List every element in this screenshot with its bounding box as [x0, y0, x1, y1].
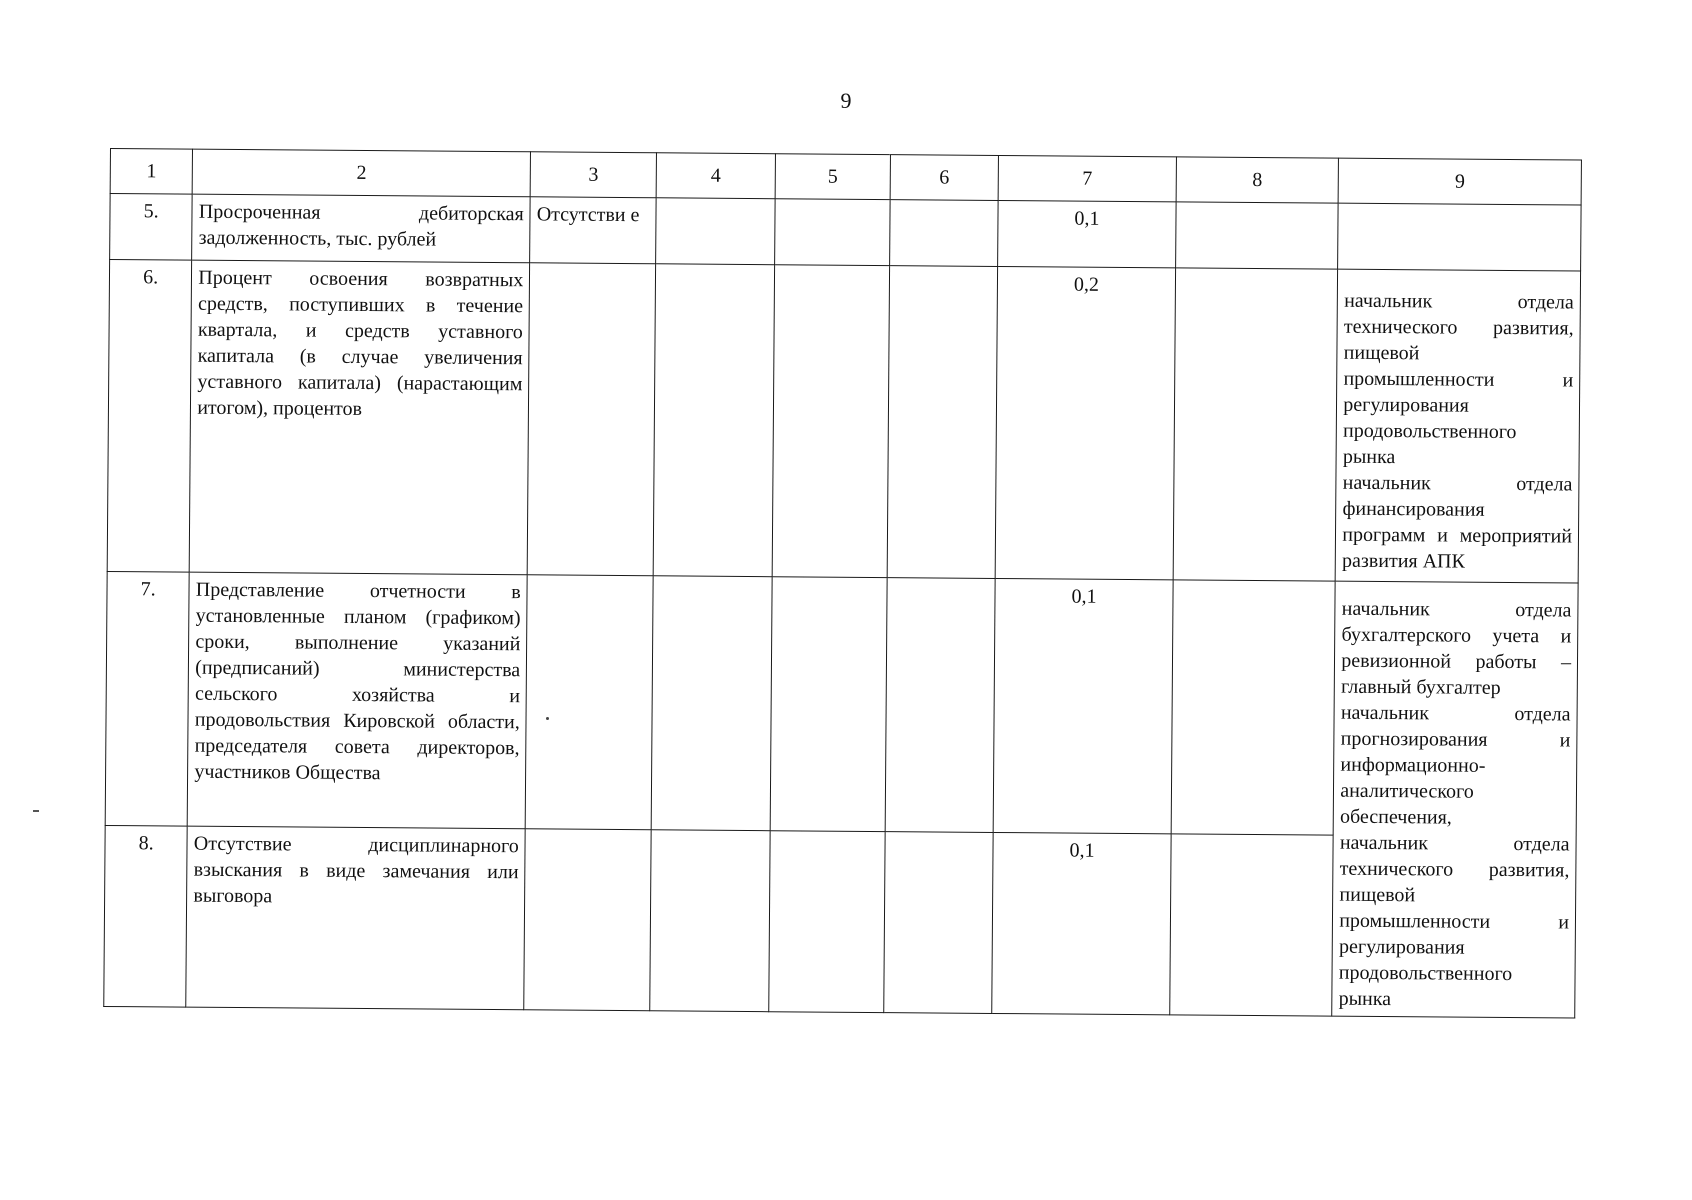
empty-cell [889, 200, 998, 267]
responsible-person: начальник отдела финансирования программ и мероприятий развития АПК [1341, 471, 1573, 573]
weight-cell: 0,1 [992, 832, 1171, 1015]
table-row [105, 571, 1578, 836]
header-cell: 8 [1176, 157, 1339, 203]
empty-cell [653, 264, 775, 577]
empty-cell [1338, 203, 1581, 271]
header-cell: 1 [110, 149, 193, 195]
header-cell: 9 [1338, 158, 1581, 205]
row-number: 5. [110, 194, 193, 261]
empty-cell [1171, 580, 1335, 835]
header-cell: 5 [775, 154, 890, 200]
responsible-cell [1332, 581, 1578, 1018]
empty-cell [656, 198, 776, 265]
indicator-cell: Представление отчетности в установленные планом (графиком) сроки, выполнение указаний (предписаний) министерства сельского хозяйства и продовольствия Кировской области, председателя совета директоров, участников Общества [187, 572, 527, 828]
empty-cell [650, 829, 771, 1011]
col3-cell [527, 263, 655, 576]
col3-cell: Отсутстви е [530, 197, 656, 264]
weight-cell: 0,2 [995, 266, 1175, 579]
empty-cell [769, 830, 885, 1012]
indicator-cell: Отсутствие дисциплинарного взыскания в виде замечания или выговора [186, 826, 525, 1010]
weight-cell: 0,1 [998, 200, 1176, 267]
row-number: 7. [105, 571, 189, 825]
empty-cell [772, 265, 889, 578]
empty-cell [651, 576, 772, 831]
empty-cell [1175, 202, 1338, 269]
table-row [107, 260, 1580, 584]
indicators-table [103, 148, 1582, 1019]
header-cell: 7 [998, 155, 1176, 201]
row-number: 8. [104, 825, 188, 1007]
empty-cell [1170, 833, 1334, 1016]
indicator-cell: Просроченная дебиторская задолженность, тыс. рублей [192, 194, 530, 263]
responsible-person: начальник отдела бухгалтерского учета и ревизионной работы – главный бухгалтер [1341, 597, 1572, 699]
scan-speck [546, 717, 549, 720]
responsible-person: начальник отдела технического развития, пищевой промышленности и регулирования продовольственного рынка [1342, 289, 1574, 469]
col3-cell [524, 828, 651, 1010]
col3-cell [525, 575, 653, 830]
margin-mark [33, 810, 39, 812]
empty-cell [885, 578, 995, 832]
header-cell: 4 [656, 153, 775, 199]
empty-cell [770, 577, 887, 831]
responsible-person: начальник отдела прогнозирования и информационно-аналитического обеспечения, [1339, 701, 1571, 829]
responsible-cell [1335, 269, 1580, 583]
empty-cell [887, 266, 998, 579]
page-number: 9 [840, 88, 852, 113]
responsible-person: начальник отдела технического развития, пищевой промышленности и регулирования продовольственного рынка [1338, 831, 1570, 1011]
empty-cell [775, 199, 890, 266]
empty-cell [884, 831, 994, 1013]
table-row [110, 194, 1581, 272]
weight-cell: 0,1 [993, 578, 1173, 833]
header-cell: 3 [530, 152, 656, 198]
row-number: 6. [107, 260, 192, 573]
header-cell: 6 [890, 155, 999, 201]
indicator-cell: Процент освоения возвратных средств, поступивших в течение квартала, и средств уставного капитала (в случае увеличения уставного капитала) (нарастающим итогом), процентов [189, 260, 529, 575]
empty-cell [1173, 268, 1338, 581]
header-cell: 2 [192, 149, 530, 197]
